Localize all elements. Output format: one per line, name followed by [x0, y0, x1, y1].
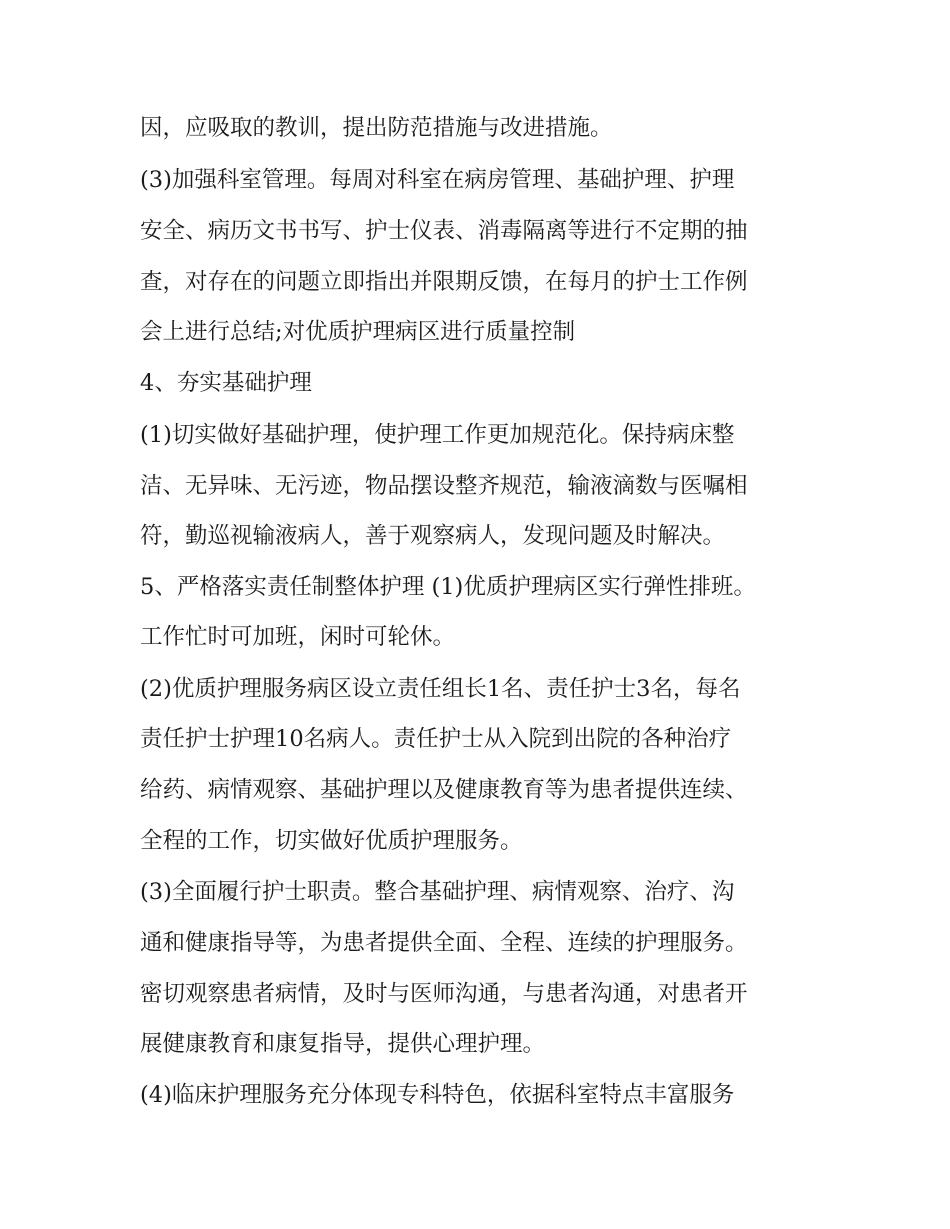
text-line: 5、严格落实责任制整体护理 (1)优质护理病区实行弹性排班。 [140, 574, 756, 600]
text-line: (3)加强科室管理。每周对科室在病房管理、基础护理、护理 [140, 167, 735, 193]
text-line: 因，应吸取的教训，提出防范措施与改进措施。 [140, 115, 613, 141]
text-line: 会上进行总结;对优质护理病区进行质量控制 [140, 319, 576, 345]
text-line: 工作忙时可加班，闲时可轮休。 [140, 624, 456, 650]
text-line: (1)切实做好基础护理，使护理工作更加规范化。保持病床整 [140, 422, 735, 448]
text-line: 查，对存在的问题立即指出并限期反馈，在每月的护士工作例 [140, 269, 748, 295]
text-line: 责任护士护理10名病人。责任护士从入院到出院的各种治疗 [140, 726, 732, 752]
text-line: 给药、病情观察、基础护理以及健康教育等为患者提供连续、 [140, 777, 748, 803]
text-line: 通和健康指导等，为患者提供全面、全程、连续的护理服务。 [140, 930, 748, 956]
text-line: 4、夯实基础护理 [140, 370, 312, 396]
text-line: 安全、病历文书书写、护士仪表、消毒隔离等进行不定期的抽 [140, 218, 748, 244]
text-line: 符，勤巡视输液病人，善于观察病人，发现问题及时解决。 [140, 523, 726, 549]
text-line: 密切观察患者病情，及时与医师沟通，与患者沟通，对患者开 [140, 981, 748, 1007]
text-line: 展健康教育和康复指导，提供心理护理。 [140, 1031, 546, 1057]
text-line: (4)临床护理服务充分体现专科特色，依据科室特点丰富服务 [140, 1082, 735, 1108]
text-line: 全程的工作，切实做好优质护理服务。 [140, 828, 523, 854]
text-line: 洁、无异味、无污迹，物品摆设整齐规范，输液滴数与医嘱相 [140, 473, 748, 499]
text-line: (3)全面履行护士职责。整合基础护理、病情观察、治疗、沟 [140, 879, 735, 905]
text-line: (2)优质护理服务病区设立责任组长1名、责任护士3名，每名 [140, 676, 741, 702]
